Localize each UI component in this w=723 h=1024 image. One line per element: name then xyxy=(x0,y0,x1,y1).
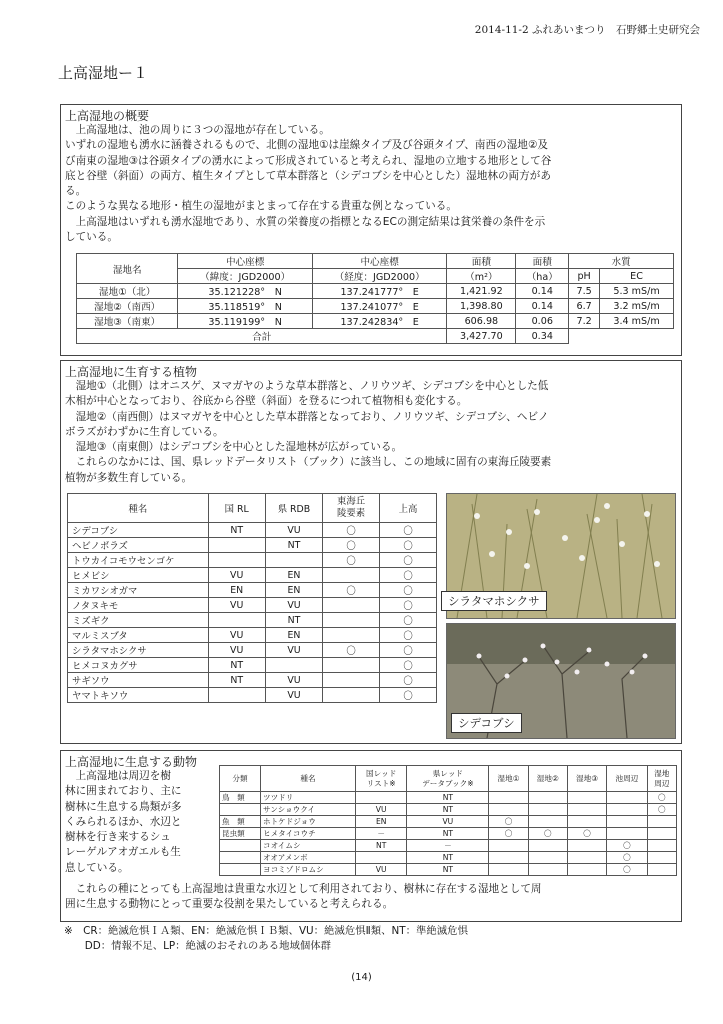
cell-pond: 〇 xyxy=(607,852,647,864)
cell-wet: 〇 xyxy=(647,804,676,816)
table-row xyxy=(220,828,677,840)
cell-empty xyxy=(569,329,674,344)
table-row xyxy=(68,643,437,658)
table-row xyxy=(68,553,437,568)
cell-species: シラタマホシクサ xyxy=(68,643,209,658)
th-class: 分類 xyxy=(220,766,261,792)
th-w2: 湿地② xyxy=(528,766,567,792)
th-area-m2: 面積 xyxy=(447,254,516,269)
cell-rdb: NT xyxy=(407,852,489,864)
cell-rdb: NT xyxy=(407,864,489,876)
photo1-label: シラタマホシクサ xyxy=(441,591,547,611)
cell-species: ノタヌキモ xyxy=(68,598,209,613)
animals-title: 上高湿地に生息する動物 xyxy=(65,755,198,769)
th-lon: 中心座標 xyxy=(312,254,447,269)
cell-rl xyxy=(356,792,407,804)
cell-w2 xyxy=(528,852,567,864)
cell-name: ツツドリ xyxy=(261,792,356,804)
footnote: ※ CR：絶滅危惧ＩＡ類、EN：絶滅危惧ＩＢ類、VU：絶滅危惧Ⅱ類、NT：準絶滅危惧 DD：情報不足、LP：絶滅のおそれのある地域個体群 xyxy=(64,925,468,952)
table-row xyxy=(77,299,674,314)
cell-kamitaka: 〇 xyxy=(380,688,437,703)
cell-rdb: EN xyxy=(265,568,322,583)
cell-class: 魚 類 xyxy=(220,816,261,828)
cell-rdb: VU xyxy=(265,523,322,538)
cell-kamitaka: 〇 xyxy=(380,613,437,628)
cell-kamitaka: 〇 xyxy=(380,598,437,613)
table-row xyxy=(220,804,677,816)
th-w1: 湿地① xyxy=(489,766,528,792)
cell-w1 xyxy=(489,804,528,816)
cell-pond xyxy=(607,804,647,816)
cell-w2 xyxy=(528,816,567,828)
table-row xyxy=(220,864,677,876)
cell-total-label: 合計 xyxy=(77,329,447,344)
cell-w3 xyxy=(567,816,606,828)
table-row xyxy=(68,583,437,598)
cell-tokai: 〇 xyxy=(323,538,380,553)
cell-rdb: VU xyxy=(265,598,322,613)
cell-tokai: 〇 xyxy=(323,523,380,538)
cell-rdb: NT xyxy=(407,828,489,840)
cell-lon: 137.242834° E xyxy=(312,314,447,329)
cell-kamitaka: 〇 xyxy=(380,568,437,583)
cell-w1: 〇 xyxy=(489,816,528,828)
cell-name: ヨコミゾドロムシ xyxy=(261,864,356,876)
cell-rl xyxy=(208,538,265,553)
header-info: 2014-11-2 ふれあいまつり 石野郷土史研究会 xyxy=(474,24,700,36)
cell-rl: VU xyxy=(208,643,265,658)
table-row xyxy=(68,688,437,703)
cell-w3 xyxy=(567,804,606,816)
cell-rl: EN xyxy=(356,816,407,828)
cell-rl: VU xyxy=(356,804,407,816)
cell-rl: － xyxy=(356,828,407,840)
table-row xyxy=(220,816,677,828)
th-rl: 国レッド リスト※ xyxy=(356,766,407,792)
cell-pond xyxy=(607,792,647,804)
table-row xyxy=(77,284,674,299)
th-area-ha-sub: （ha） xyxy=(516,269,569,284)
cell-species: ヘビノボラズ xyxy=(68,538,209,553)
cell-ph: 7.2 xyxy=(569,314,600,329)
cell-name: サンショウクイ xyxy=(261,804,356,816)
cell-rl: VU xyxy=(208,598,265,613)
plants-section xyxy=(60,360,682,744)
cell-w1 xyxy=(489,792,528,804)
th-rdb: 県 RDB xyxy=(265,494,322,523)
cell-rdb xyxy=(265,553,322,568)
cell-rl xyxy=(356,852,407,864)
cell-w2 xyxy=(528,792,567,804)
cell-w1 xyxy=(489,852,528,864)
cell-w3 xyxy=(567,840,606,852)
cell-ec: 3.4 mS/m xyxy=(600,314,674,329)
cell-wet xyxy=(647,828,676,840)
cell-rdb: VU xyxy=(407,816,489,828)
cell-species: サギソウ xyxy=(68,673,209,688)
cell-rl: NT xyxy=(356,840,407,852)
cell-pond: 〇 xyxy=(607,864,647,876)
cell-class xyxy=(220,852,261,864)
cell-ha: 0.06 xyxy=(516,314,569,329)
cell-kamitaka: 〇 xyxy=(380,523,437,538)
cell-ec: 3.2 mS/m xyxy=(600,299,674,314)
cell-ph: 6.7 xyxy=(569,299,600,314)
cell-name: 湿地①（北） xyxy=(77,284,178,299)
cell-rdb: VU xyxy=(265,673,322,688)
cell-total-ha: 0.34 xyxy=(516,329,569,344)
cell-name: 湿地②（南西） xyxy=(77,299,178,314)
th-rdb: 県レッド データブック※ xyxy=(407,766,489,792)
cell-rl: VU xyxy=(208,628,265,643)
th-water: 水質 xyxy=(569,254,674,269)
cell-wet xyxy=(647,852,676,864)
th-species: 種名 xyxy=(68,494,209,523)
cell-rl: VU xyxy=(356,864,407,876)
cell-lat: 35.121228° N xyxy=(178,284,313,299)
cell-ha: 0.14 xyxy=(516,299,569,314)
cell-ec: 5.3 mS/m xyxy=(600,284,674,299)
th-tokai: 東海丘 陵要素 xyxy=(323,494,380,523)
table-row xyxy=(68,538,437,553)
cell-wet: 〇 xyxy=(647,792,676,804)
cell-kamitaka: 〇 xyxy=(380,643,437,658)
animals-text2: これらの種にとっても上高湿地は貴重な水辺として利用されており、樹林に存在する湿地として周 囲に生息する動物にとって重要な役割を果たしていると考えられる。 xyxy=(65,883,542,911)
th-w3: 湿地③ xyxy=(567,766,606,792)
cell-m2: 1,421.92 xyxy=(447,284,516,299)
cell-m2: 1,398.80 xyxy=(447,299,516,314)
th-ph: pH xyxy=(569,269,600,284)
cell-species: ミカワシオガマ xyxy=(68,583,209,598)
cell-wet xyxy=(647,840,676,852)
table-row xyxy=(220,852,677,864)
cell-species: シデコブシ xyxy=(68,523,209,538)
cell-rl xyxy=(208,553,265,568)
cell-tokai xyxy=(323,673,380,688)
cell-tokai xyxy=(323,598,380,613)
th-name: 湿地名 xyxy=(77,254,178,284)
table-total-row xyxy=(77,329,674,344)
th-area-ha: 面積 xyxy=(516,254,569,269)
cell-name: ヒメタイコウチ xyxy=(261,828,356,840)
table-row xyxy=(77,314,674,329)
cell-rdb: NT xyxy=(407,792,489,804)
table-row xyxy=(220,792,677,804)
cell-tokai xyxy=(323,658,380,673)
cell-name: ホトケドジョウ xyxy=(261,816,356,828)
table-row xyxy=(220,840,677,852)
cell-total-m2: 3,427.70 xyxy=(447,329,516,344)
cell-species: ヤマトキソウ xyxy=(68,688,209,703)
cell-w1 xyxy=(489,864,528,876)
cell-rdb: EN xyxy=(265,583,322,598)
cell-rl xyxy=(208,688,265,703)
table-row xyxy=(68,598,437,613)
cell-tokai: 〇 xyxy=(323,643,380,658)
cell-w1 xyxy=(489,840,528,852)
overview-title: 上高湿地の概要 xyxy=(65,109,150,123)
cell-rl: NT xyxy=(208,673,265,688)
cell-rl: NT xyxy=(208,658,265,673)
cell-tokai xyxy=(323,568,380,583)
table-row xyxy=(68,628,437,643)
page-number: (14) xyxy=(351,972,372,983)
cell-class xyxy=(220,864,261,876)
cell-w3 xyxy=(567,864,606,876)
overview-text: 上高湿地は、池の周りに３つの湿地が存在している。 いずれの湿地も湧水に涵養されるもので、北側の湿地①は崖線タイプ及び谷頭タイプ、南西の湿地②及 び南東の湿地③は谷頭タイプの湧水によって形成されていると考えられ、湿地の立地する地形として谷 底と谷壁（斜面）の両方、植生タイプとして草本群落と（シデコブシを中心とした）湿地林の両方があ る。 このような異なる地形・植生の湿地がまとまって存在する貴重な例となっている。 上高湿地はいずれも湧水湿地であり、水質の栄養度の指標となるECの測定結果は貧栄養の条件を示 している。 xyxy=(65,124,552,244)
plants-table xyxy=(67,493,437,703)
cell-w1: 〇 xyxy=(489,828,528,840)
page-title: 上高湿地ー１ xyxy=(58,64,149,82)
cell-rdb xyxy=(265,658,322,673)
cell-wet xyxy=(647,864,676,876)
cell-kamitaka: 〇 xyxy=(380,553,437,568)
table-row xyxy=(68,568,437,583)
cell-pond: 〇 xyxy=(607,840,647,852)
cell-lat: 35.119199° N xyxy=(178,314,313,329)
cell-species: トウカイコモウセンゴケ xyxy=(68,553,209,568)
cell-species: マルミスブタ xyxy=(68,628,209,643)
cell-lat: 35.118519° N xyxy=(178,299,313,314)
cell-class: 鳥 類 xyxy=(220,792,261,804)
cell-rl: NT xyxy=(208,523,265,538)
cell-rl: EN xyxy=(208,583,265,598)
cell-species: ミズギク xyxy=(68,613,209,628)
cell-ha: 0.14 xyxy=(516,284,569,299)
cell-tokai xyxy=(323,628,380,643)
table-row xyxy=(68,523,437,538)
animals-section xyxy=(60,750,682,922)
th-lon-sub: （経度：JGD2000） xyxy=(312,269,447,284)
cell-class xyxy=(220,840,261,852)
table-row xyxy=(68,658,437,673)
overview-section xyxy=(60,104,682,356)
cell-kamitaka: 〇 xyxy=(380,538,437,553)
wetland-table xyxy=(76,253,674,344)
th-name: 種名 xyxy=(261,766,356,792)
cell-w2 xyxy=(528,864,567,876)
th-lat: 中心座標 xyxy=(178,254,313,269)
cell-tokai: 〇 xyxy=(323,583,380,598)
th-ec: EC xyxy=(600,269,674,284)
cell-lon: 137.241777° E xyxy=(312,284,447,299)
cell-w3 xyxy=(567,852,606,864)
cell-rdb: NT xyxy=(265,613,322,628)
cell-rdb: VU xyxy=(265,643,322,658)
th-rl: 国 RL xyxy=(208,494,265,523)
cell-lon: 137.241077° E xyxy=(312,299,447,314)
cell-w3: 〇 xyxy=(567,828,606,840)
cell-w2: 〇 xyxy=(528,828,567,840)
th-pond: 池周辺 xyxy=(607,766,647,792)
th-lat-sub: （緯度：JGD2000） xyxy=(178,269,313,284)
cell-pond xyxy=(607,828,647,840)
cell-kamitaka: 〇 xyxy=(380,583,437,598)
plants-text: 湿地①（北側）はオニスゲ、ヌマガヤのような草本群落と、ノリウツギ、シデコブシを中心とした低 木相が中心となっており、谷底から谷壁（斜面）を登るにつれて植物相も変化する。 湿地②（南西側）はヌマガヤを中心とした草本群落となっており、ノリウツギ、シデコブシ、ヘビノ ボラズがわずかに生育している。 湿地③（南東側）はシデコブシを中心とした湿地林が広がっている。 これらのなかには、国、県レッドデータリスト（ブック）に該当し、この地域に固有の東海丘陵要素 植物が多数生育している。 xyxy=(65,380,552,484)
cell-name: コオイムシ xyxy=(261,840,356,852)
cell-class: 昆虫類 xyxy=(220,828,261,840)
th-area-m2-sub: （m²） xyxy=(447,269,516,284)
cell-ph: 7.5 xyxy=(569,284,600,299)
cell-w2 xyxy=(528,840,567,852)
cell-pond xyxy=(607,816,647,828)
cell-species: ヒメコヌカグサ xyxy=(68,658,209,673)
cell-kamitaka: 〇 xyxy=(380,673,437,688)
cell-rl: VU xyxy=(208,568,265,583)
cell-m2: 606.98 xyxy=(447,314,516,329)
cell-kamitaka: 〇 xyxy=(380,658,437,673)
th-wet: 湿地 周辺 xyxy=(647,766,676,792)
table-row xyxy=(68,613,437,628)
cell-rdb: NT xyxy=(407,804,489,816)
cell-wet xyxy=(647,816,676,828)
cell-tokai xyxy=(323,613,380,628)
cell-rl xyxy=(208,613,265,628)
cell-name: 湿地③（南東） xyxy=(77,314,178,329)
table-row xyxy=(68,673,437,688)
cell-rdb: EN xyxy=(265,628,322,643)
cell-w3 xyxy=(567,792,606,804)
cell-species: ヒメビシ xyxy=(68,568,209,583)
animals-table xyxy=(219,765,677,876)
cell-tokai xyxy=(323,688,380,703)
cell-name: オオアメンボ xyxy=(261,852,356,864)
cell-rdb: VU xyxy=(265,688,322,703)
cell-rdb: NT xyxy=(265,538,322,553)
cell-w2 xyxy=(528,804,567,816)
animals-text: 上高湿地は周辺を樹 林に囲まれており、主に 樹林に生息する鳥類が多 くみられるほか、水辺と 樹林を行き来するシュ レーゲルアオガエルも生 息している。 xyxy=(65,770,182,874)
plants-title: 上高湿地に生育する植物 xyxy=(65,365,198,379)
cell-class xyxy=(220,804,261,816)
photo2-label: シデコブシ xyxy=(451,713,522,733)
cell-rdb: － xyxy=(407,840,489,852)
cell-kamitaka: 〇 xyxy=(380,628,437,643)
cell-tokai: 〇 xyxy=(323,553,380,568)
th-kamitaka: 上高 xyxy=(380,494,437,523)
